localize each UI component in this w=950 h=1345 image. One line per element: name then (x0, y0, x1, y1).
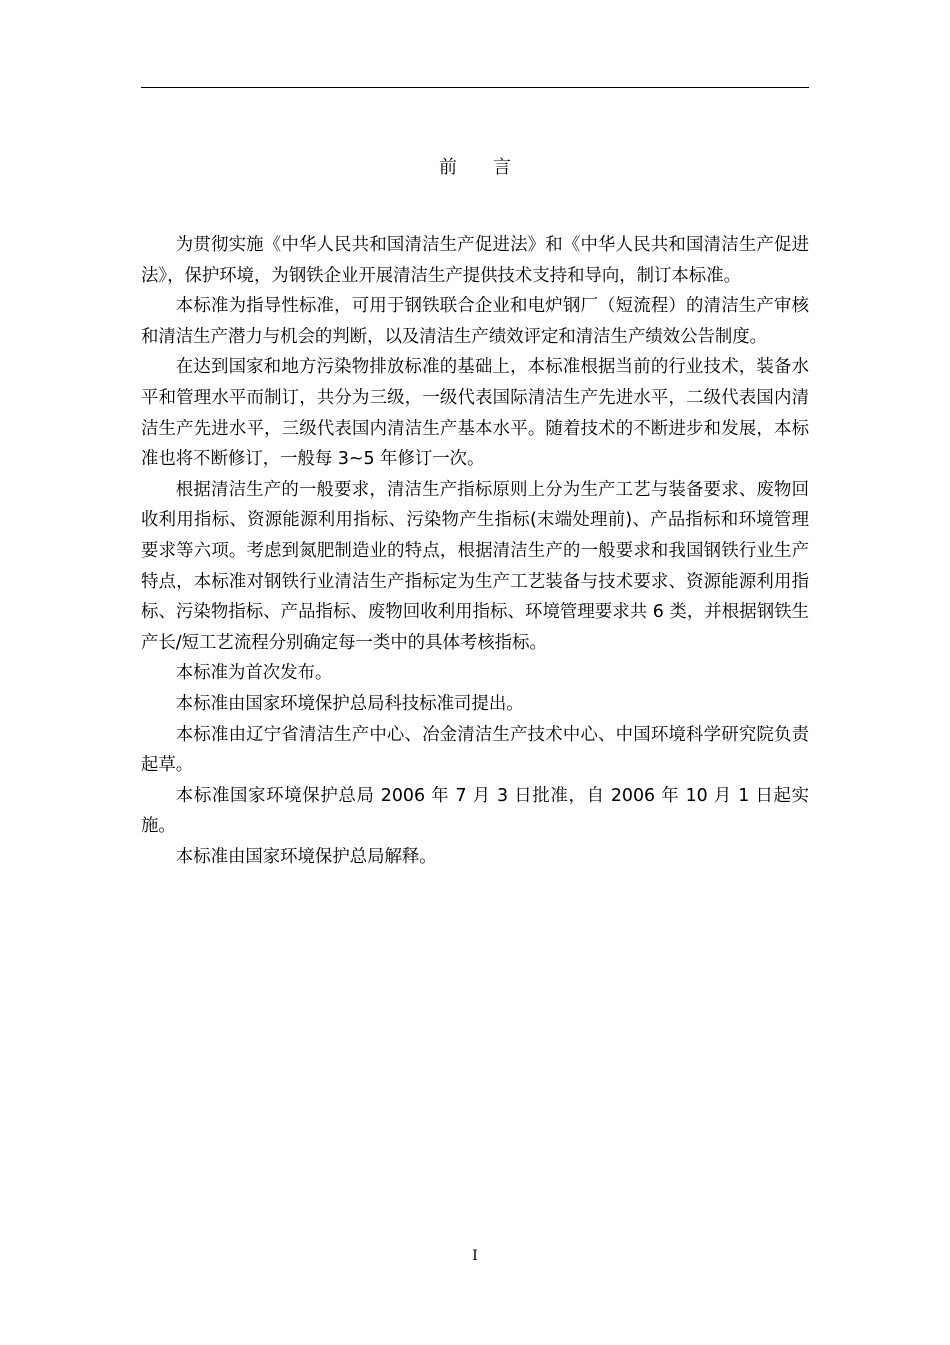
paragraph-interpretation: 本标准由国家环境保护总局解释。 (175, 846, 437, 867)
paragraph-first-release: 本标准为首次发布。 (175, 663, 333, 684)
page-title: 前 言 (439, 157, 511, 178)
header-rule (141, 87, 809, 88)
paragraph-purpose: 为贯彻实施《中华人民共和国清洁生产促进法》和《中华人民共和国清洁生产促进法》，保护环境，为钢铁企业开展清洁生产提供技术支持和导向，制订本标准。 (141, 235, 809, 286)
paragraph-scope: 本标准为指导性标准，可用于钢铁联合企业和电炉钢厂（短流程）的清洁生产审核和清洁生产潜力与机会的判断，以及清洁生产绩效评定和清洁生产绩效公告制度。 (141, 296, 809, 347)
preface-body (141, 230, 809, 872)
paragraph-levels: 在达到国家和地方污染物排放标准的基础上，本标准根据当前的行业技术，装备水平和管理水平而制订，共分为三级，一级代表国际清洁生产先进水平，二级代表国内清洁生产先进水平，三级代表国内清洁生产基本水平。随着技术的不断进步和发展，本标准也将不断修订，一般每 3~5 年修订一次。 (141, 357, 809, 470)
page-number: I (472, 1248, 478, 1264)
paragraph-indicators: 根据清洁生产的一般要求，清洁生产指标原则上分为生产工艺与装备要求、废物回收利用指标、资源能源利用指标、污染物产生指标(末端处理前)、产品指标和环境管理要求等六项。考虑到氮肥制造业的特点，根据清洁生产的一般要求和我国钢铁行业生产特点，本标准对钢铁行业清洁生产指标定为生产工艺装备与技术要求、资源能源利用指标、污染物指标、产品指标、废物回收利用指标、环境管理要求共 6 类，并根据钢铁生产长/短工艺流程分别确定每一类中的具体考核指标。 (141, 479, 809, 653)
paragraph-proposer: 本标准由国家环境保护总局科技标准司提出。 (175, 693, 524, 714)
paragraph-approval: 本标准国家环境保护总局 2006 年 7 月 3 日批准，自 2006 年 10 月 1 日起实施。 (141, 785, 809, 837)
paragraph-drafters: 本标准由辽宁省清洁生产中心、冶金清洁生产技术中心、中国环境科学研究院负责起草。 (141, 724, 809, 776)
